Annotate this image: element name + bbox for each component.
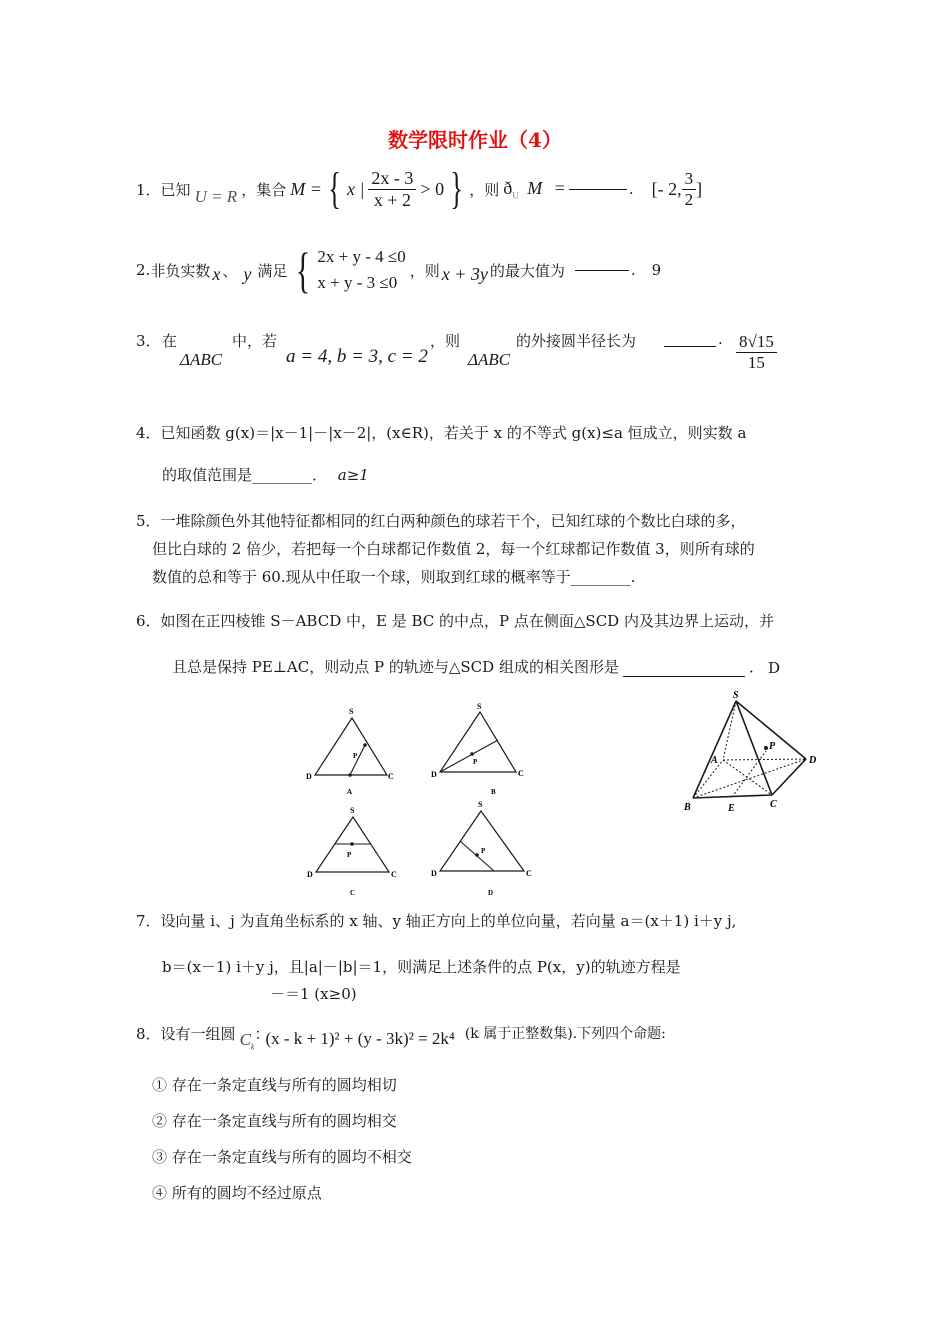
pyramid-label-d: D <box>809 755 817 766</box>
label-s: S <box>478 800 483 809</box>
q2-answer-blank <box>575 270 629 271</box>
q8-proposition: ② 存在一条定直线与所有的圆均相交 <box>152 1112 397 1130</box>
q2-constraint-system: { 2x + y - 4 ≤0 x + y - 3 ≤0 <box>296 242 406 298</box>
question-4-line-2: 的取值范围是________． a≥1 <box>162 466 369 484</box>
question-5-line-2: 但比白球的 2 倍少，若把每一个白球都记作数值 2，每一个红球都记作数值 3，则所有球的 <box>152 540 755 558</box>
q1-answer-blank <box>569 189 627 190</box>
label-d: D <box>431 869 437 878</box>
q3-answer-blank <box>664 346 716 347</box>
label-p: P <box>347 851 352 859</box>
q8-proposition: ③ 存在一条定直线与所有的圆均不相交 <box>152 1148 412 1166</box>
q8-proposition: ④ 所有的圆均不经过原点 <box>152 1184 322 1202</box>
pyramid-label-s: S <box>733 690 739 701</box>
q1-set: M = { x | $\frac{2x - 3}{x + 2}$ > 0 } <box>290 164 463 213</box>
question-5-line-3: 数值的总和等于 60.现从中任取一个球，则取到红球的概率等于________. <box>152 568 636 586</box>
page-title: 数学限时作业（4） <box>388 128 562 152</box>
label-c: C <box>526 869 532 878</box>
option-a-figure <box>306 707 394 796</box>
question-6-line-2: 且总是保持 PE⊥AC，则动点 P 的轨迹与△SCD 组成的相关图形是 ． D <box>172 658 780 677</box>
question-7-line-2: b＝(x－1) i＋y j，且|a|－|b|＝1，则满足上述条件的点 P(x，y)的轨迹方程是 <box>162 958 681 976</box>
q1-universe: U = R <box>194 187 238 206</box>
label-d: D <box>307 870 313 879</box>
q1-number: 1． <box>136 180 161 199</box>
pyramid-label-b: B <box>684 802 691 813</box>
option-d-figure <box>431 800 532 897</box>
option-b-label: B <box>491 788 496 796</box>
question-6-line-1: 6．如图在正四棱锥 S－ABCD 中，E 是 BC 的中点，P 点在侧面△SCD 内及其边界上运动，并 <box>136 612 774 630</box>
label-c: C <box>388 772 394 781</box>
option-c-figure <box>307 806 397 897</box>
q6-pyramid-figure <box>680 685 830 820</box>
q6-answer: D <box>767 659 780 677</box>
pyramid-label-e: E <box>728 803 735 814</box>
label-c: C <box>518 769 524 778</box>
label-p: P <box>473 758 478 766</box>
label-c: C <box>391 870 397 879</box>
label-s: S <box>477 702 482 711</box>
q8-proposition: ① 存在一条定直线与所有的圆均相切 <box>152 1076 397 1094</box>
option-c-label: C <box>350 889 356 897</box>
q1-fraction: $\frac{2x - 3}{x + 2}$ <box>368 168 416 210</box>
question-5-line-1: 5．一堆除颜色外其他特征都相同的红白两种颜色的球若干个，已知红球的个数比白球的多， <box>136 512 746 530</box>
option-d-label: D <box>488 889 494 897</box>
pyramid-label-a: A <box>711 755 718 766</box>
label-p: P <box>481 847 486 855</box>
q4-answer: a≥1 <box>337 466 369 484</box>
question-4-line-1: 4．已知函数 g(x)＝|x－1|－|x－2|，(x∈R)，若关于 x 的不等式 g(x)≤a 恒成立，则实数 a <box>136 424 747 442</box>
q6-option-figures <box>290 695 550 910</box>
label-d: D <box>431 770 437 779</box>
label-p: P <box>353 752 358 760</box>
q8-circle-equation: (x - k + 1)² + (y - 3k)² = 2k⁴ <box>265 1029 455 1048</box>
q6-answer-blank <box>623 658 745 677</box>
q2-number: 2. <box>136 261 151 279</box>
q1-text: ，则 <box>469 180 500 199</box>
option-a-label: A <box>347 788 353 796</box>
question-8: 8． 设有一组圆 $C_k$ ： (x - k + 1)² + (y - 3k)² = 2k⁴ (k 属于正整数集).下列四个命题: <box>136 1024 666 1052</box>
q1-text: ，集合 <box>241 180 287 199</box>
question-2: 2. 非负实数 x 、 y 满足 { 2x + y - 4 ≤0 x + y - 3 ≤0 ，则 x + 3y 的最大值为 . 9 <box>136 242 662 298</box>
q1-text: 已知 <box>160 180 191 199</box>
question-7-line-1: 7．设向量 i、j 为直角坐标系的 x 轴、y 轴正方向上的单位向量，若向量 a＝(x＋1) i＋y j, <box>136 912 737 930</box>
pyramid-label-c: C <box>770 799 777 810</box>
label-d: D <box>306 772 312 781</box>
label-s: S <box>349 707 354 716</box>
pyramid-label-p: P <box>769 741 776 752</box>
q3-answer: $\frac{8√15}{15}$ <box>736 332 777 372</box>
question-7-line-3: －＝1 (x≥0) <box>270 985 357 1003</box>
q1-answer: [- 2, $\frac{3}{2}$ ] <box>651 168 703 209</box>
q2-answer: 9 <box>651 261 662 279</box>
option-b-figure <box>431 702 524 796</box>
question-1: 1． 已知 U = R ，集合 M = { x | $\frac{2x - 3}{x + 2}$ > 0 } ，则 $ð_U$ M = . [- 2, $\frac{3}{2}$ ] <box>136 164 703 213</box>
q1-complement: $ð_U$ M = <box>503 177 565 201</box>
label-s: S <box>350 806 355 815</box>
